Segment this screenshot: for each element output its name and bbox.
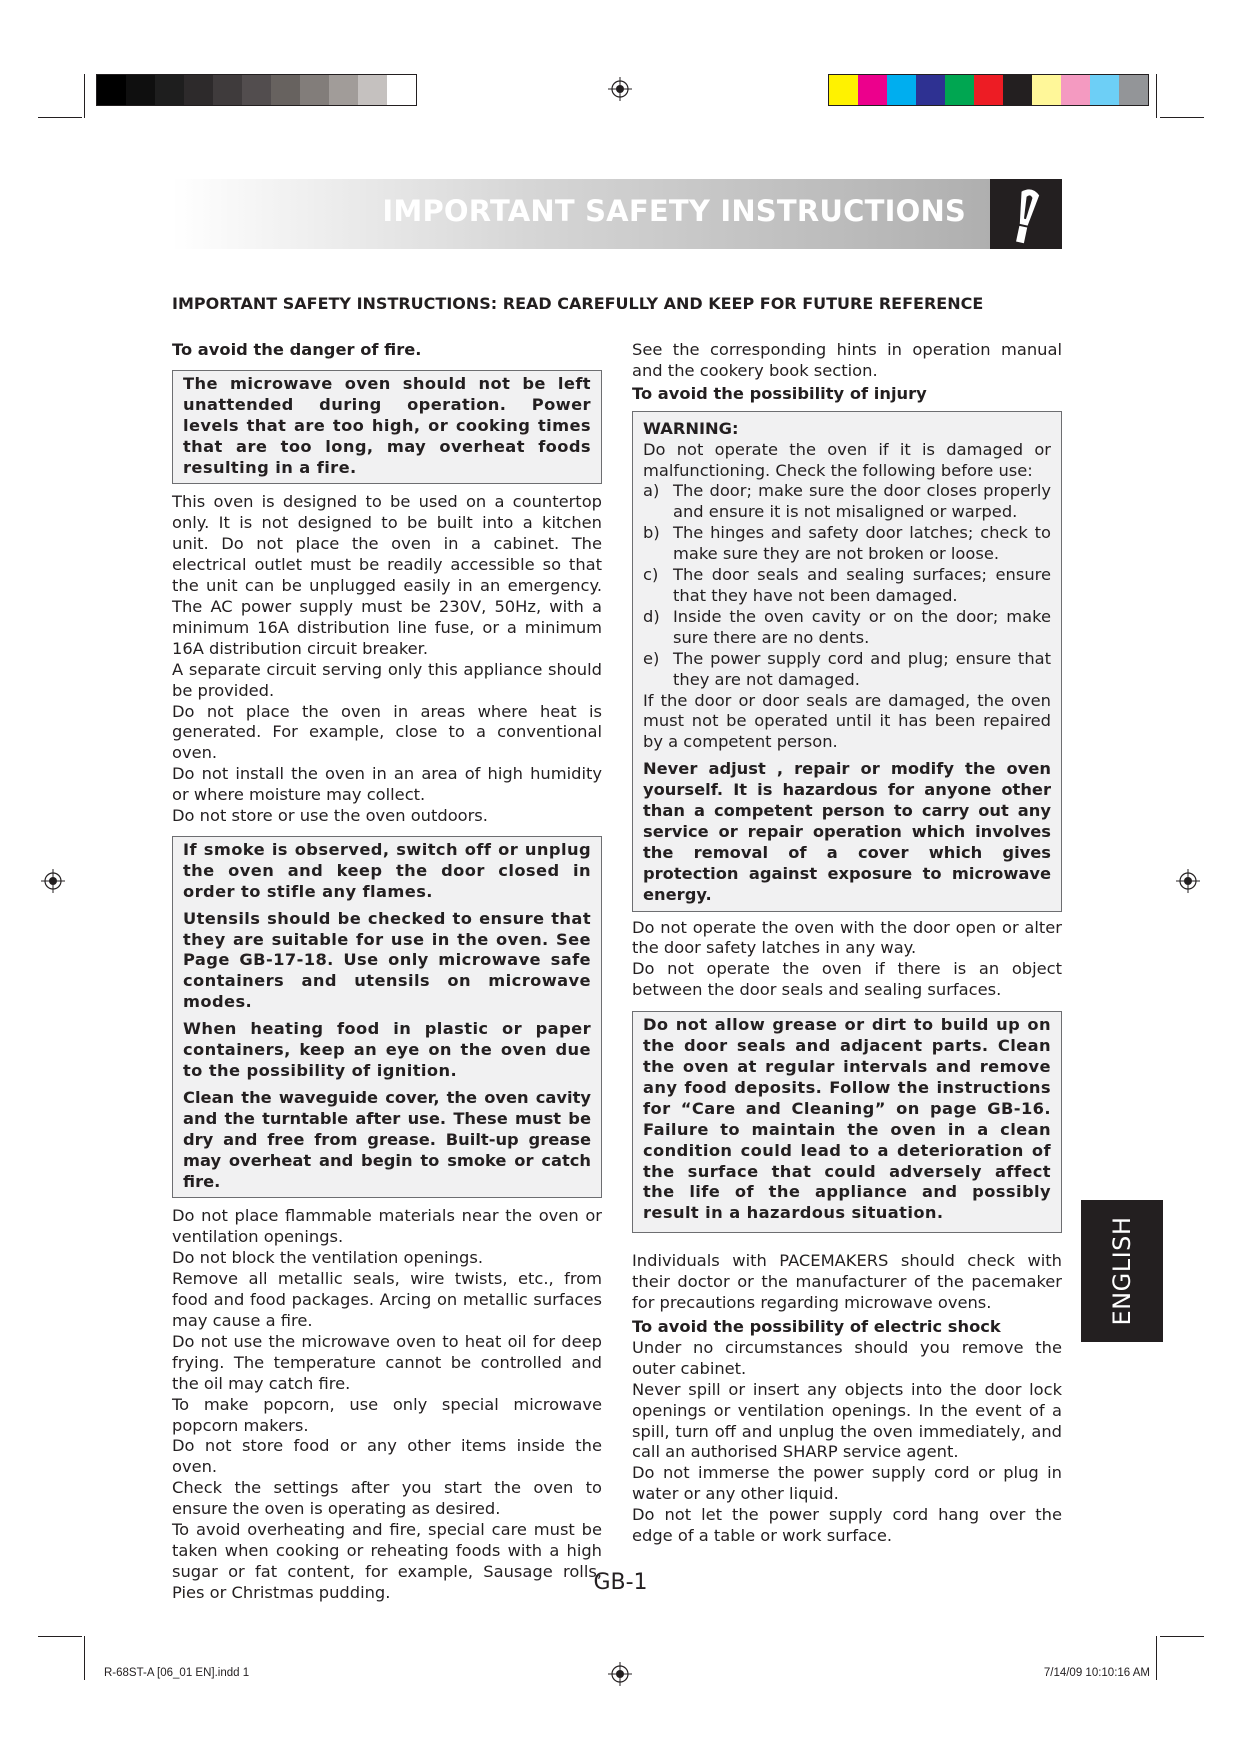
check-letter: e): [643, 648, 660, 668]
grayscale-color-bar: [96, 74, 417, 106]
language-tab: [1081, 1200, 1163, 1342]
color-swatch: [1119, 75, 1148, 105]
warning-box: [632, 411, 1062, 912]
left-column: [172, 340, 602, 1604]
usage-paragraph: To make popcorn, use only special microwave popcorn makers.: [172, 1394, 602, 1435]
installation-paragraphs: [172, 492, 602, 827]
right-column: [632, 340, 1062, 1547]
crop-mark: [84, 74, 85, 118]
color-swatch: [242, 75, 271, 105]
color-swatch: [387, 75, 416, 105]
crop-mark: [1156, 1636, 1157, 1680]
shock-paragraph: Do not let the power supply cord hang over the edge of a table or work surface.: [632, 1505, 1062, 1546]
usage-paragraph: To avoid overheating and fire, special care must be taken when cooking or reheating foods with a high sugar or fat content, for example, Sausage rolls, Pies or Christmas pudding.: [172, 1520, 602, 1602]
never-adjust-warning: Never adjust , repair or modify the oven yourself. It is hazardous for anyone other than a competent person to carry out any service or repair operation which involves the removal of a cover which gives protection against exposure to microwave energy.: [643, 759, 1051, 904]
exclamation-icon: [990, 179, 1062, 249]
intro-paragraph: See the corresponding hints in operation manual and the cookery book section.: [632, 340, 1062, 380]
color-swatch: [300, 75, 329, 105]
check-item: [643, 607, 1051, 649]
color-swatch: [358, 75, 387, 105]
check-item: [643, 481, 1051, 523]
unattended-warning-box: [172, 370, 602, 485]
color-swatch: [97, 75, 126, 105]
check-item: [643, 523, 1051, 565]
crop-mark: [84, 1636, 85, 1680]
color-swatch: [974, 75, 1003, 105]
check-letter: d): [643, 606, 660, 626]
warning-intro: Do not operate the oven if it is damaged or malfunctioning. Check the following before use:: [643, 439, 1051, 480]
registration-mark-icon: [608, 77, 632, 101]
registration-mark-icon: [1176, 869, 1200, 893]
installation-paragraph: Do not install the oven in an area of high humidity or where moisture may collect.: [172, 764, 602, 805]
crop-mark: [1156, 74, 1157, 118]
color-swatch: [1032, 75, 1061, 105]
crop-mark: [38, 117, 82, 118]
fire-precautions-box: [172, 836, 602, 1199]
check-text: The hinges and safety door latches; check to make sure they are not broken or loose.: [673, 523, 1051, 564]
fire-precaution: If smoke is observed, switch off or unplug the oven and keep the door closed in order to stifle any flames.: [183, 839, 591, 901]
color-swatch: [184, 75, 213, 105]
color-swatch: [945, 75, 974, 105]
check-letter: c): [643, 565, 659, 585]
color-swatch: [155, 75, 184, 105]
color-swatch: [829, 75, 858, 105]
registration-mark-icon: [608, 1662, 632, 1686]
check-text: Inside the oven cavity or on the door; make sure there are no dents.: [673, 606, 1051, 647]
grease-warning-box: [632, 1011, 1062, 1233]
language-tab-label: ENGLISH: [1108, 1216, 1136, 1326]
color-swatch: [1090, 75, 1119, 105]
fire-heading: To avoid the danger of fire.: [172, 340, 422, 359]
color-swatch: [213, 75, 242, 105]
installation-paragraph: Do not store or use the oven outdoors.: [172, 806, 488, 826]
color-swatch: [916, 75, 945, 105]
check-letter: a): [643, 481, 660, 501]
crop-mark: [1160, 117, 1204, 118]
crop-mark: [38, 1636, 82, 1637]
page-title: IMPORTANT SAFETY INSTRUCTIONS: [382, 194, 966, 228]
grease-warning-text: Do not allow grease or dirt to build up on the door seals and adjacent parts. Clean the oven at regular intervals and remove any food deposits. Follow the instructions for “Care and Cleaning” on page GB-16. Failure to maintain the oven in a clean condition could lead to a deterioration of the surface that could adversely affect the life of the appliance and possibly result in a hazardous situation.: [643, 1015, 1051, 1223]
crop-mark: [1160, 1636, 1204, 1637]
shock-paragraph: Do not immerse the power supply cord or plug in water or any other liquid.: [632, 1463, 1062, 1504]
usage-paragraph: Remove all metallic seals, wire twists, etc., from food and food packages. Arcing on metallic surfaces may cause a fire.: [172, 1269, 602, 1330]
door-paragraph: Do not operate the oven if there is an object between the door seals and sealing surfaces.: [632, 959, 1062, 1000]
usage-paragraphs: [172, 1206, 602, 1603]
header-banner: [172, 179, 1062, 249]
installation-paragraph: Do not place the oven in areas where heat is generated. For example, close to a conventional oven.: [172, 701, 602, 763]
color-swatch: [858, 75, 887, 105]
unattended-warning-text: The microwave oven should not be left unattended during operation. Power levels that are too high, or cooking times that are too long, may overheat foods resulting in a fire.: [183, 373, 591, 477]
electric-shock-heading: To avoid the possibility of electric shock: [632, 1316, 1001, 1336]
section-subheading: IMPORTANT SAFETY INSTRUCTIONS: READ CAREFULLY AND KEEP FOR FUTURE REFERENCE: [172, 294, 984, 313]
page-number: GB-1: [593, 1570, 648, 1595]
usage-paragraph: Do not place flammable materials near the oven or ventilation openings.: [172, 1206, 602, 1247]
usage-paragraph: Do not store food or any other items inside the oven.: [172, 1436, 602, 1477]
registration-mark-icon: [41, 869, 65, 893]
color-swatch: [271, 75, 300, 105]
color-swatch: [329, 75, 358, 105]
color-swatch: [1061, 75, 1090, 105]
warning-title: WARNING:: [643, 418, 739, 438]
shock-paragraph: Under no circumstances should you remove the outer cabinet.: [632, 1337, 1062, 1378]
footer-timestamp: 7/14/09 10:10:16 AM: [1043, 1667, 1150, 1679]
installation-paragraph: A separate circuit serving only this appliance should be provided.: [172, 659, 602, 700]
cmyk-color-bar: [828, 74, 1149, 106]
check-letter: b): [643, 523, 660, 543]
door-paragraph: Do not operate the oven with the door open or alter the door safety latches in any way.: [632, 917, 1062, 958]
fire-precaution: Utensils should be checked to ensure that they are suitable for use in the oven. See Page GB-17-18. Use only microwave safe containers and utensils on microwave modes.: [183, 908, 591, 1012]
usage-paragraph: Do not block the ventilation openings.: [172, 1248, 483, 1268]
installation-paragraph: This oven is designed to be used on a countertop only. It is not designed to be built into a kitchen unit. Do not place the oven in a cabinet. The electrical outlet must be readily accessible so that the unit can be unplugged easily in an emergency. The AC power supply must be 230V, 50Hz, with a minimum 16A distribution line fuse, or a minimum 16A distribution circuit breaker.: [172, 492, 602, 658]
color-swatch: [887, 75, 916, 105]
warning-after: If the door or door seals are damaged, the oven must not be operated until it has been repaired by a competent person.: [643, 690, 1051, 752]
check-text: The door; make sure the door closes properly and ensure it is not misaligned or warped.: [673, 481, 1051, 522]
footer-file-name: R-68ST-A [06_01 EN].indd 1: [104, 1667, 250, 1679]
check-item: [643, 565, 1051, 607]
shock-paragraph: Never spill or insert any objects into the door lock openings or ventilation openings. In the event of a spill, turn off and unplug the oven immediately, and call an authorised SHARP service agent.: [632, 1379, 1062, 1462]
check-text: The door seals and sealing surfaces; ensure that they have not been damaged.: [673, 565, 1051, 605]
color-swatch: [1003, 75, 1032, 105]
usage-paragraph: Do not use the microwave oven to heat oil for deep frying. The temperature cannot be controlled and the oil may catch fire.: [172, 1331, 602, 1393]
color-swatch: [126, 75, 155, 105]
check-item: [643, 649, 1051, 691]
fire-precaution: Clean the waveguide cover, the oven cavity and the turntable after use. These must be dry and free from grease. Built-up grease may overheat and begin to smoke or catch fire.: [183, 1087, 591, 1191]
usage-paragraph: Check the settings after you start the oven to ensure the oven is operating as desired.: [172, 1478, 602, 1519]
door-paragraphs: [632, 918, 1062, 1002]
check-text: The power supply cord and plug; ensure that they are not damaged.: [673, 648, 1051, 689]
injury-heading: To avoid the possibility of injury: [632, 383, 927, 403]
pacemaker-paragraph: Individuals with PACEMAKERS should check with their doctor or the manufacturer of the pacemaker for precautions regarding microwave ovens.: [632, 1251, 1062, 1313]
fire-precaution: When heating food in plastic or paper containers, keep an eye on the oven due to the possibility of ignition.: [183, 1019, 591, 1080]
